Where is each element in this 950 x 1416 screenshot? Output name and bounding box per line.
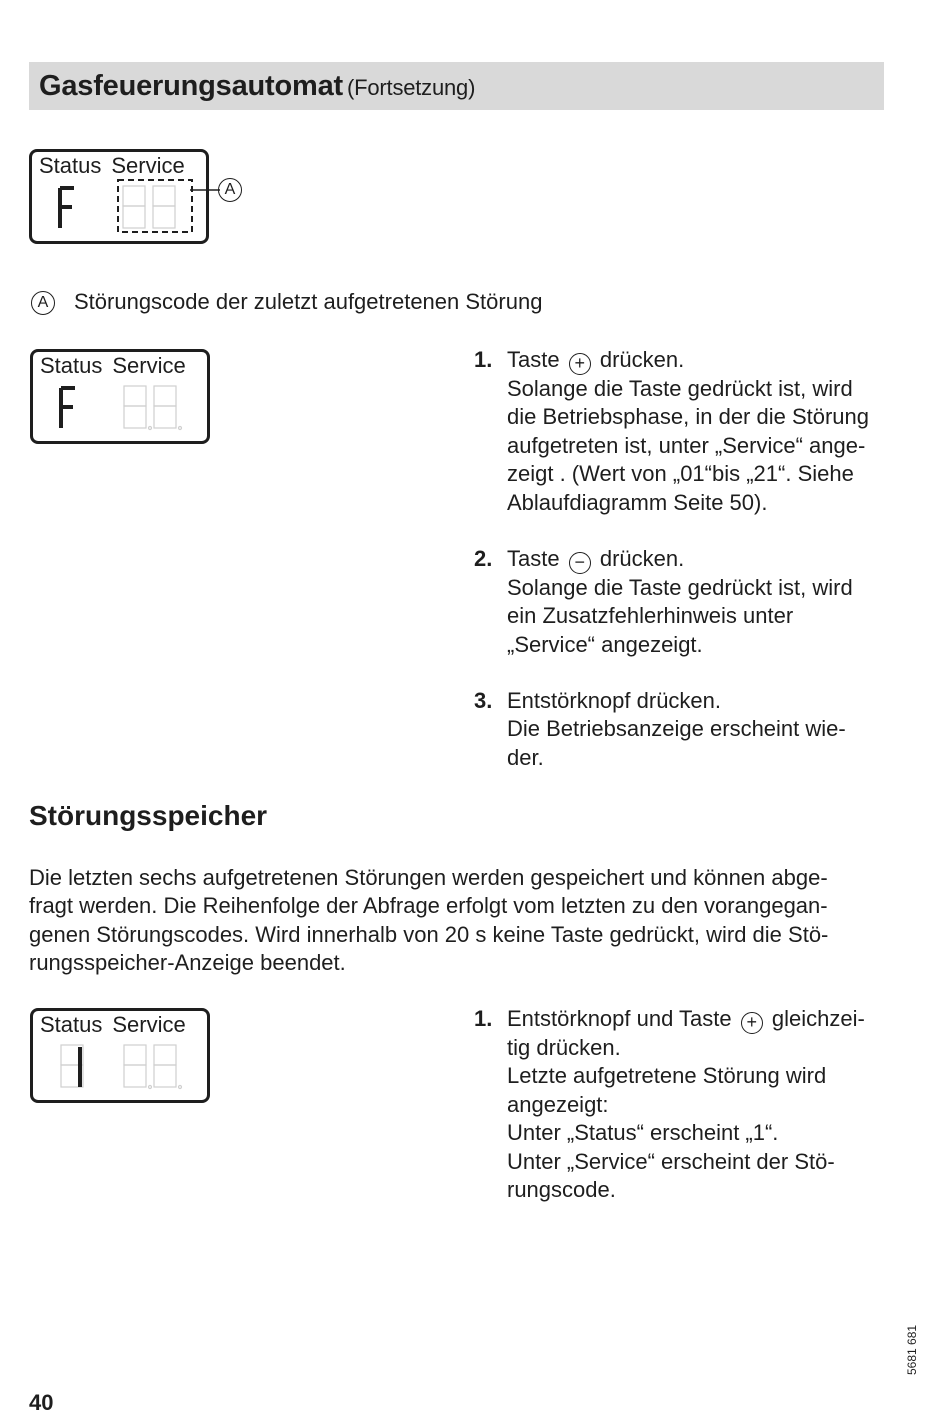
document-code: 5681 681 [905, 1324, 919, 1375]
display-panel-fault-memory [30, 1008, 210, 1103]
seven-segment-readout [33, 352, 207, 441]
step-text: Taste [507, 347, 560, 372]
display-panel-service-phase [30, 349, 210, 444]
step-line: Solange die Taste gedrückt ist, wird [507, 575, 853, 600]
service-label: Service [112, 1012, 186, 1037]
status-label: Status [39, 153, 102, 178]
seven-segment-readout [32, 152, 206, 241]
step-line: rungscode. [507, 1177, 616, 1203]
step-2-top [474, 545, 894, 659]
step-text: Taste [507, 546, 560, 571]
service-label: Service [111, 153, 185, 178]
step-line: zeigt . (Wert von „01“bis „21“. Siehe [507, 461, 854, 487]
callout-leader-line [190, 180, 220, 200]
step-line: tig drücken. [507, 1035, 621, 1060]
step-line: ein Zusatzfehlerhinweis unter [507, 603, 794, 629]
step-line: Die Betriebsanzeige erscheint wie- [507, 716, 846, 742]
service-label: Service [112, 353, 186, 378]
callout-marker: A [218, 178, 242, 202]
step-3-top [474, 687, 894, 772]
step-line: Ablaufdiagramm Seite 50). [507, 489, 768, 515]
step-line: der. [507, 744, 544, 770]
step-line: angezeigt: [507, 1091, 609, 1117]
step-text: gleichzei- [771, 1006, 865, 1031]
caption-marker: A [31, 291, 55, 315]
page-title: Gasfeuerungsautomat (Fortsetzung) [39, 70, 476, 102]
caption-text: Störungscode der zuletzt aufgetretenen Störung [74, 289, 543, 314]
step-line: Unter „Status“ erscheint „1“. [507, 1120, 779, 1146]
step-number: 1. [474, 1006, 493, 1031]
step-text: drücken. [599, 546, 685, 571]
section-title: Störungsspeicher [29, 800, 268, 831]
step-line: „Service“ angezeigt. [507, 631, 703, 657]
step-line: Letzte aufgetretene Störung wird [507, 1063, 827, 1089]
paragraph-line: Die letzten sechs aufgetretenen Störungen werden gespeichert und können abge- [29, 865, 828, 890]
page-number: 40 [29, 1390, 54, 1415]
paragraph-line: genen Störungscodes. Wird innerhalb von 20 s keine Taste gedrückt, wird die Stö- [29, 921, 829, 947]
display-panel-fault-code [29, 149, 209, 244]
step-1-top [474, 346, 894, 517]
page-subtitle: (Fortsetzung) [347, 75, 476, 100]
step-line: aufgetreten ist, unter „Service“ ange- [507, 432, 866, 458]
step-line: die Betriebsphase, in der die Störung [507, 404, 870, 430]
step-number: 1. [474, 347, 493, 372]
step-text: drücken. [599, 347, 685, 372]
step-line: Solange die Taste gedrückt ist, wird [507, 376, 853, 401]
step-1-bottom [474, 1005, 894, 1204]
step-line: Unter „Service“ erscheint der Stö- [507, 1148, 835, 1174]
paragraph-line: rungsspeicher-Anzeige beendet. [29, 950, 346, 976]
status-label: Status [40, 1012, 103, 1037]
step-number: 3. [474, 688, 493, 713]
header-bar [29, 62, 884, 110]
section-paragraph [29, 864, 889, 978]
plus-key-icon: + [569, 353, 591, 375]
step-line: Entstörknopf drücken. [507, 688, 722, 713]
status-label: Status [40, 353, 103, 378]
step-text: Entstörknopf und Taste [507, 1006, 732, 1031]
step-number: 2. [474, 546, 493, 571]
paragraph-line: fragt werden. Die Reihenfolge der Abfrage erfolgt vom letzten zu den vorangegan- [29, 893, 828, 919]
seven-segment-readout [33, 1011, 207, 1100]
plus-key-icon: + [741, 1012, 763, 1034]
minus-key-icon: − [569, 552, 591, 574]
